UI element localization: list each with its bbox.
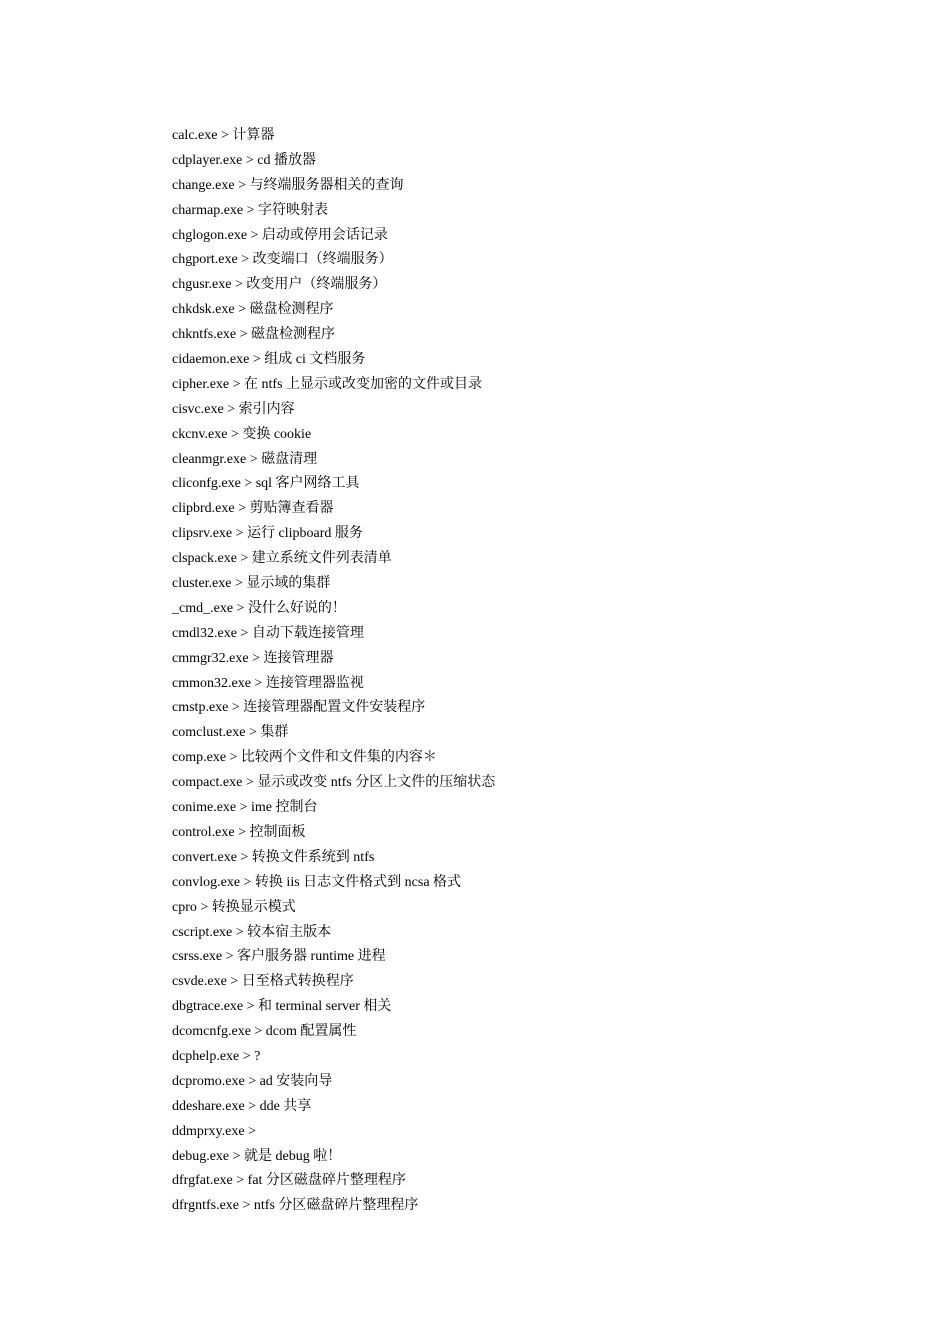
list-item: cdplayer.exe > cd 播放器	[172, 152, 316, 168]
list-item: debug.exe > 就是 debug 啦！	[172, 1148, 342, 1164]
list-item: conime.exe > ime 控制台	[172, 800, 318, 816]
list-item: dfrgntfs.exe > ntfs 分区磁盘碎片整理程序	[172, 1198, 419, 1214]
list-item: csvde.exe > 日至格式转换程序	[172, 974, 354, 990]
list-item: chgport.exe > 改变端口（终端服务）	[172, 252, 393, 268]
list-item: cmstp.exe > 连接管理器配置文件安装程序	[172, 700, 426, 716]
list-item: clipbrd.exe > 剪贴簿查看器	[172, 501, 334, 517]
list-item: chkntfs.exe > 磁盘检测程序	[172, 327, 336, 343]
list-item: chgusr.exe > 改变用户（终端服务）	[172, 277, 387, 293]
list-item: cidaemon.exe > 组成 ci 文档服务	[172, 352, 366, 368]
list-item: cleanmgr.exe > 磁盘清理	[172, 451, 318, 467]
list-item: csrss.exe > 客户服务器 runtime 进程	[172, 949, 386, 965]
list-item: dcpromo.exe > ad 安装向导	[172, 1073, 333, 1089]
list-item: cmdl32.exe > 自动下载连接管理	[172, 625, 364, 641]
list-item: convert.exe > 转换文件系统到 ntfs	[172, 849, 375, 865]
list-item: charmap.exe > 字符映射表	[172, 202, 329, 218]
list-item: dbgtrace.exe > 和 terminal server 相关	[172, 999, 392, 1015]
list-item: dfrgfat.exe > fat 分区磁盘碎片整理程序	[172, 1173, 406, 1189]
list-item: chkdsk.exe > 磁盘检测程序	[172, 302, 334, 318]
list-item: cmmon32.exe > 连接管理器监视	[172, 675, 364, 691]
list-item: cpro > 转换显示模式	[172, 899, 296, 915]
list-item: ddmprxy.exe >	[172, 1123, 256, 1139]
list-item: cscript.exe > 较本宿主版本	[172, 924, 332, 940]
list-item: ckcnv.exe > 变换 cookie	[172, 426, 312, 442]
list-item: comp.exe > 比较两个文件和文件集的内容＊	[172, 750, 437, 766]
list-item: cipher.exe > 在 ntfs 上显示或改变加密的文件或目录	[172, 376, 483, 392]
list-item: dcphelp.exe > ?	[172, 1048, 261, 1064]
list-item: convlog.exe > 转换 iis 日志文件格式到 ncsa 格式	[172, 874, 462, 890]
list-item: clspack.exe > 建立系统文件列表清单	[172, 551, 392, 567]
list-item: control.exe > 控制面板	[172, 824, 306, 840]
list-item: compact.exe > 显示或改变 ntfs 分区上文件的压缩状态	[172, 775, 496, 791]
list-item: clipsrv.exe > 运行 clipboard 服务	[172, 526, 363, 542]
list-item: comclust.exe > 集群	[172, 725, 289, 741]
list-item: cmmgr32.exe > 连接管理器	[172, 650, 334, 666]
list-item: dcomcnfg.exe > dcom 配置属性	[172, 1024, 357, 1040]
list-item: ddeshare.exe > dde 共享	[172, 1098, 312, 1114]
list-item: _cmd_.exe > 没什么好说的！	[172, 600, 346, 616]
list-item: cisvc.exe > 索引内容	[172, 401, 295, 417]
list-item: cluster.exe > 显示域的集群	[172, 576, 331, 592]
command-list	[172, 124, 872, 1219]
list-item: change.exe > 与终端服务器相关的查询	[172, 177, 404, 193]
list-item: calc.exe > 计算器	[172, 128, 275, 143]
list-item: chglogon.exe > 启动或停用会话记录	[172, 227, 388, 243]
list-item: cliconfg.exe > sql 客户网络工具	[172, 476, 360, 492]
